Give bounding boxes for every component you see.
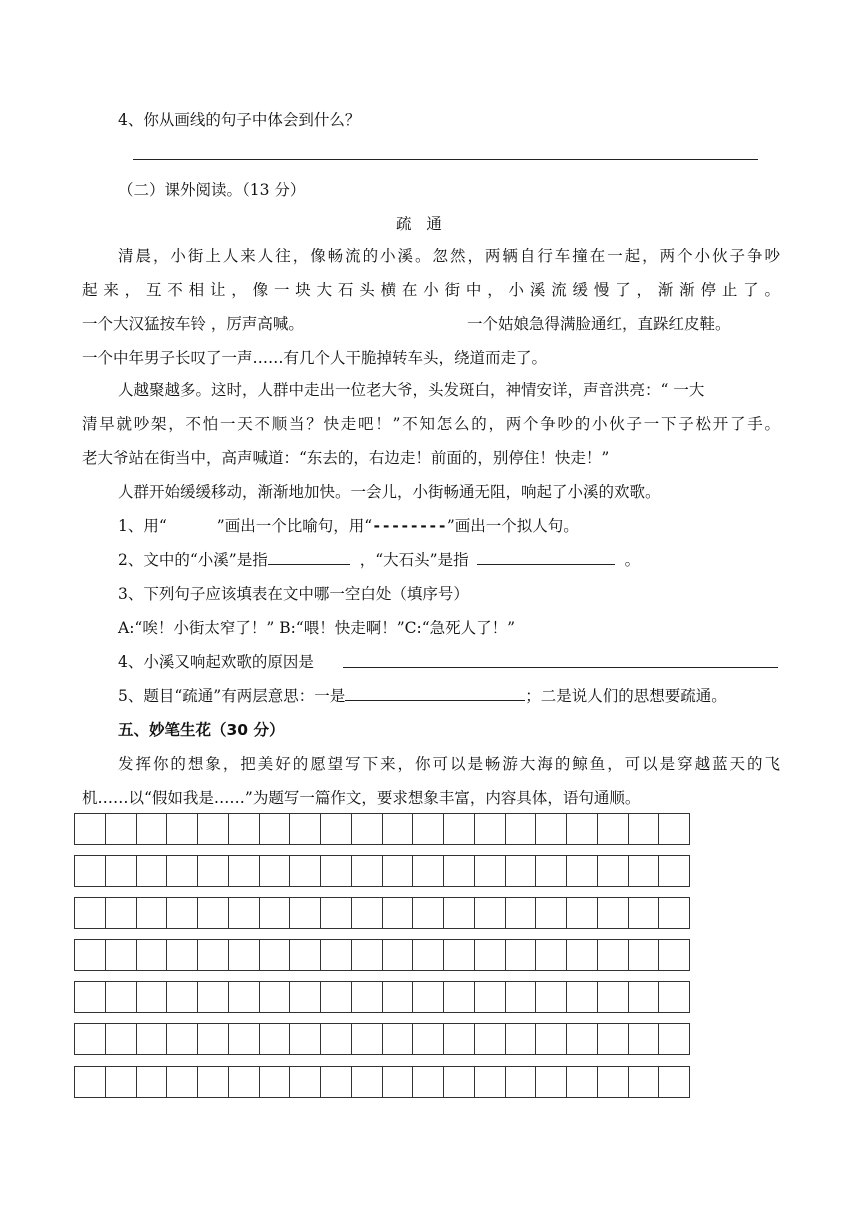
grid-cell[interactable] — [659, 898, 689, 928]
grid-cell[interactable] — [260, 814, 291, 844]
grid-cell[interactable] — [352, 982, 383, 1012]
grid-cell[interactable] — [229, 898, 260, 928]
question-1-part-c: ”画出一个拟人句。 — [446, 517, 579, 535]
question-2-part-c: 。 — [624, 551, 641, 569]
grid-cell[interactable] — [106, 898, 137, 928]
grid-row — [74, 1066, 690, 1098]
section-heading-writing: 五、妙笔生花（30 分） — [118, 721, 285, 739]
grid-cell[interactable] — [383, 1024, 414, 1054]
grid-cell[interactable] — [75, 982, 106, 1012]
grid-cell[interactable] — [321, 1024, 352, 1054]
grid-cell[interactable] — [475, 940, 506, 970]
grid-cell[interactable] — [659, 814, 689, 844]
grid-cell[interactable] — [444, 1067, 475, 1097]
grid-cell[interactable] — [413, 940, 444, 970]
question-3: 3、下列句子应该填表在文中哪一空白处（填序号） — [118, 585, 469, 603]
answer-line[interactable] — [133, 159, 758, 160]
grid-cell[interactable] — [198, 940, 229, 970]
grid-cell[interactable] — [475, 1067, 506, 1097]
grid-cell[interactable] — [444, 814, 475, 844]
grid-cell[interactable] — [137, 1024, 168, 1054]
grid-cell[interactable] — [321, 898, 352, 928]
grid-cell[interactable] — [106, 940, 137, 970]
grid-cell[interactable] — [229, 982, 260, 1012]
question-5 — [118, 686, 727, 706]
grid-cell[interactable] — [229, 814, 260, 844]
grid-cell[interactable] — [352, 856, 383, 886]
grid-cell[interactable] — [352, 1067, 383, 1097]
grid-cell[interactable] — [167, 1024, 198, 1054]
grid-cell[interactable] — [75, 814, 106, 844]
grid-cell[interactable] — [598, 982, 629, 1012]
grid-cell[interactable] — [536, 898, 567, 928]
grid-cell[interactable] — [567, 1067, 598, 1097]
grid-cell[interactable] — [567, 856, 598, 886]
grid-cell[interactable] — [260, 856, 291, 886]
grid-cell[interactable] — [106, 1024, 137, 1054]
grid-cell[interactable] — [321, 856, 352, 886]
grid-cell[interactable] — [167, 1067, 198, 1097]
grid-cell[interactable] — [106, 982, 137, 1012]
grid-cell[interactable] — [659, 1067, 689, 1097]
grid-cell[interactable] — [383, 814, 414, 844]
grid-cell[interactable] — [444, 856, 475, 886]
question-5-part-b: ；二是说人们的思想要疏通。 — [525, 687, 727, 705]
grid-cell[interactable] — [260, 1024, 291, 1054]
grid-cell[interactable] — [629, 856, 660, 886]
grid-cell[interactable] — [629, 940, 660, 970]
grid-cell[interactable] — [260, 982, 291, 1012]
question-1-part-b: ”画出一个比喻句，用“ — [216, 517, 373, 535]
grid-cell[interactable] — [290, 898, 321, 928]
grid-cell[interactable] — [475, 856, 506, 886]
grid-row — [74, 897, 690, 929]
grid-cell[interactable] — [444, 898, 475, 928]
grid-cell[interactable] — [506, 982, 537, 1012]
grid-cell[interactable] — [75, 856, 106, 886]
grid-cell[interactable] — [229, 940, 260, 970]
dashed-line-sample: -------- — [372, 517, 447, 535]
grid-cell[interactable] — [659, 856, 689, 886]
grid-cell[interactable] — [383, 856, 414, 886]
grid-cell[interactable] — [229, 1067, 260, 1097]
article-title: 疏 通 — [396, 215, 442, 233]
essay-prompt-line-1: 发挥你的想象，把美好的愿望写下来，你可以是畅游大海的鲸鱼，可以是穿越蓝天的飞 — [118, 755, 780, 773]
grid-cell[interactable] — [413, 1067, 444, 1097]
grid-cell[interactable] — [659, 982, 689, 1012]
grid-cell[interactable] — [137, 940, 168, 970]
grid-cell[interactable] — [137, 1067, 168, 1097]
grid-cell[interactable] — [260, 898, 291, 928]
grid-cell[interactable] — [413, 856, 444, 886]
grid-cell[interactable] — [567, 898, 598, 928]
grid-cell[interactable] — [137, 982, 168, 1012]
grid-cell[interactable] — [198, 1067, 229, 1097]
grid-cell[interactable] — [352, 940, 383, 970]
paragraph-2-line-3: 老大爷站在街当中，高声喊道：“东去的，右边走！前面的，别停住！快走！” — [82, 449, 610, 467]
grid-row — [74, 855, 690, 887]
question-4-previous: 4、你从画线的句子中体会到什么？ — [118, 111, 361, 129]
grid-cell[interactable] — [321, 940, 352, 970]
grid-cell[interactable] — [536, 940, 567, 970]
blank-dashitou[interactable] — [477, 550, 615, 565]
grid-cell[interactable] — [413, 982, 444, 1012]
grid-cell[interactable] — [567, 1024, 598, 1054]
grid-row — [74, 1023, 690, 1055]
grid-cell[interactable] — [598, 1024, 629, 1054]
paragraph-1-line-3a: 一个大汉猛按车铃 ，厉声高喊。 — [82, 315, 304, 333]
grid-cell[interactable] — [137, 856, 168, 886]
grid-cell[interactable] — [598, 940, 629, 970]
question-4: 4、小溪又响起欢歌的原因是 — [118, 653, 314, 671]
grid-row — [74, 813, 690, 845]
question-2-part-b: ，“大石头”是指 — [359, 551, 469, 569]
question-2-part-a: 2、文中的“小溪”是指 — [118, 551, 268, 569]
essay-prompt-line-2: 机……以“假如我是……”为题写一篇作文，要求想象丰富，内容具体，语句通顺。 — [82, 789, 641, 807]
grid-cell[interactable] — [75, 1024, 106, 1054]
grid-cell[interactable] — [137, 898, 168, 928]
grid-row — [74, 939, 690, 971]
grid-cell[interactable] — [383, 940, 414, 970]
grid-cell[interactable] — [567, 940, 598, 970]
grid-cell[interactable] — [167, 814, 198, 844]
grid-cell[interactable] — [106, 856, 137, 886]
grid-cell[interactable] — [352, 814, 383, 844]
section-heading-extracurricular-reading: （二）课外阅读。（13 分） — [118, 181, 306, 199]
grid-cell[interactable] — [198, 856, 229, 886]
grid-cell[interactable] — [167, 898, 198, 928]
grid-cell[interactable] — [260, 940, 291, 970]
grid-cell[interactable] — [106, 1067, 137, 1097]
question-3-options: A:“唉！小街太窄了！” B:“喂！快走啊！”C:“急死人了！” — [118, 619, 516, 637]
grid-cell[interactable] — [75, 1067, 106, 1097]
grid-cell[interactable] — [629, 898, 660, 928]
grid-cell[interactable] — [598, 1067, 629, 1097]
blank-xiaoxi[interactable] — [268, 550, 350, 565]
grid-cell[interactable] — [567, 982, 598, 1012]
grid-cell[interactable] — [290, 982, 321, 1012]
grid-cell[interactable] — [321, 982, 352, 1012]
grid-cell[interactable] — [229, 1024, 260, 1054]
grid-cell[interactable] — [229, 856, 260, 886]
paragraph-2-line-1: 人越聚越多。这时，人群中走出一位老大爷，头发斑白，神情安详，声音洪亮：“ 一大 — [118, 381, 705, 399]
grid-cell[interactable] — [536, 856, 567, 886]
grid-cell[interactable] — [506, 1067, 537, 1097]
grid-cell[interactable] — [137, 814, 168, 844]
grid-cell[interactable] — [567, 814, 598, 844]
grid-cell[interactable] — [413, 814, 444, 844]
grid-cell[interactable] — [198, 898, 229, 928]
grid-cell[interactable] — [321, 814, 352, 844]
grid-cell[interactable] — [536, 1024, 567, 1054]
grid-cell[interactable] — [167, 982, 198, 1012]
grid-cell[interactable] — [506, 856, 537, 886]
grid-cell[interactable] — [444, 940, 475, 970]
grid-cell[interactable] — [444, 982, 475, 1012]
question-5-part-a: 5、题目“疏通”有两层意思：一是 — [118, 687, 346, 705]
grid-cell[interactable] — [536, 814, 567, 844]
grid-cell[interactable] — [75, 898, 106, 928]
grid-cell[interactable] — [506, 814, 537, 844]
grid-cell[interactable] — [536, 982, 567, 1012]
grid-cell[interactable] — [383, 898, 414, 928]
grid-cell[interactable] — [198, 1024, 229, 1054]
grid-cell[interactable] — [198, 982, 229, 1012]
question-4-answer-line[interactable] — [343, 667, 778, 668]
grid-cell[interactable] — [290, 856, 321, 886]
question-5-blank[interactable] — [345, 686, 525, 701]
grid-cell[interactable] — [167, 856, 198, 886]
grid-cell[interactable] — [383, 982, 414, 1012]
grid-cell[interactable] — [413, 898, 444, 928]
grid-cell[interactable] — [321, 1067, 352, 1097]
grid-cell[interactable] — [629, 982, 660, 1012]
grid-cell[interactable] — [629, 1067, 660, 1097]
paragraph-3: 人群开始缓缓移动，渐渐地加快。一会儿，小街畅通无阻，响起了小溪的欢歌。 — [118, 483, 661, 501]
grid-cell[interactable] — [659, 940, 689, 970]
grid-cell[interactable] — [536, 1067, 567, 1097]
grid-cell[interactable] — [598, 898, 629, 928]
paragraph-1-line-1: 清晨，小街上人来人往，像畅流的小溪。忽然，两辆自行车撞在一起，两个小伙子争吵 — [118, 247, 780, 265]
question-1 — [118, 516, 579, 536]
grid-cell[interactable] — [598, 856, 629, 886]
grid-cell[interactable] — [444, 1024, 475, 1054]
grid-cell[interactable] — [506, 1024, 537, 1054]
grid-cell[interactable] — [629, 1024, 660, 1054]
grid-cell[interactable] — [290, 940, 321, 970]
paragraph-1-line-4: 一个中年男子长叹了一声……有几个人干脆掉转车头，绕道而走了。 — [82, 349, 548, 367]
grid-cell[interactable] — [198, 814, 229, 844]
grid-cell[interactable] — [352, 898, 383, 928]
grid-cell[interactable] — [659, 1024, 689, 1054]
grid-cell[interactable] — [475, 898, 506, 928]
grid-cell[interactable] — [383, 1067, 414, 1097]
grid-cell[interactable] — [260, 1067, 291, 1097]
grid-cell[interactable] — [413, 1024, 444, 1054]
grid-cell[interactable] — [75, 940, 106, 970]
grid-row — [74, 981, 690, 1013]
grid-cell[interactable] — [290, 1024, 321, 1054]
grid-cell[interactable] — [598, 814, 629, 844]
grid-cell[interactable] — [167, 940, 198, 970]
grid-cell[interactable] — [475, 814, 506, 844]
grid-cell[interactable] — [290, 814, 321, 844]
grid-cell[interactable] — [506, 898, 537, 928]
paragraph-1-line-3b: 一个姑娘急得满脸通红，直跺红皮鞋。 — [467, 315, 731, 333]
paragraph-1-line-2: 起来，互不相让，像一块大石头横在小街中，小溪流缓慢了，渐渐停止了。 — [82, 281, 780, 299]
grid-cell[interactable] — [629, 814, 660, 844]
grid-cell[interactable] — [475, 1024, 506, 1054]
grid-cell[interactable] — [475, 982, 506, 1012]
paragraph-2-line-2: 清早就吵架，不怕一天不顺当？快走吧！”不知怎么的，两个争吵的小伙子一下子松开了手。 — [82, 415, 780, 433]
question-2 — [118, 550, 640, 570]
question-1-part-a: 1、用“ — [118, 517, 167, 535]
grid-cell[interactable] — [290, 1067, 321, 1097]
grid-cell[interactable] — [106, 814, 137, 844]
grid-cell[interactable] — [506, 940, 537, 970]
grid-cell[interactable] — [352, 1024, 383, 1054]
